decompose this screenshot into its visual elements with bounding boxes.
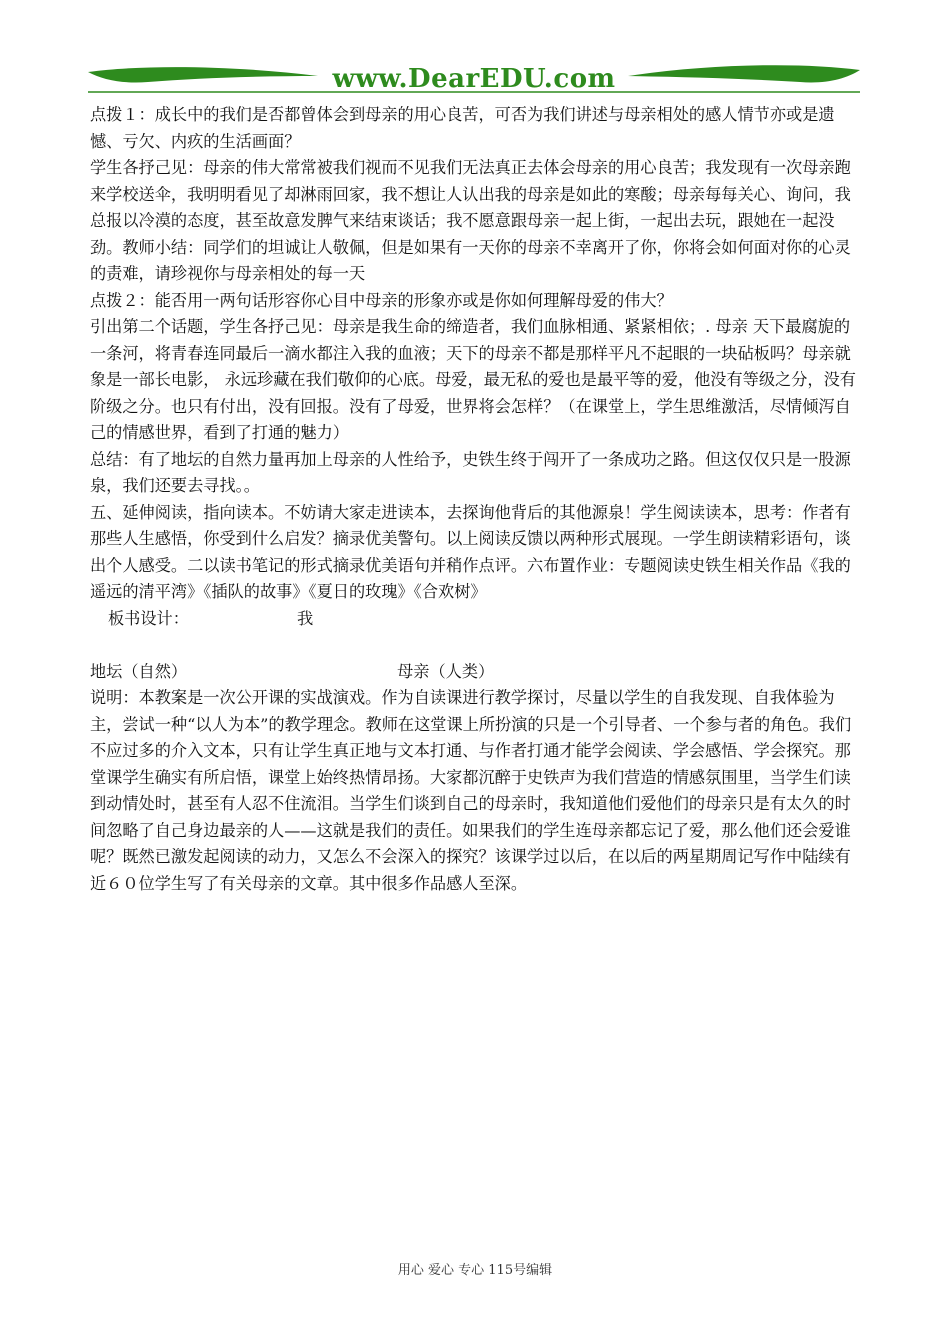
paragraph-student-views-1: 学生各抒己见：母亲的伟大常常被我们视而不见我们无法真正去体会母亲的用心良苦；我发现有一次母亲跑来学校送伞，我明明看见了却淋雨回家，我不想让人认出我的母亲是如此的寒酸；母亲每每关心、询问，我总报以冷漠的态度，甚至故意发脾气来结束谈话；我不愿意跟母亲一起上街，一起出去玩，跟她在一起没劲。教师小结：同学们的坦诚让人敬佩，但是如果有一天你的母亲不幸离开了你，你将会如何面对你的心灵的责难，请珍视你与母亲相处的每一天 (90, 158, 851, 283)
blank-line (90, 632, 865, 659)
site-logo-text: www.DearEDU.com (332, 64, 616, 94)
paragraph-extended-reading: 五、延伸阅读，指向读本。不妨请大家走进读本，去探询他背后的其他源泉！学生阅读读本，思考：作者有那些人生感悟，你受到什么启发？摘录优美警句。以上阅读反馈以两种形式展现。一学生朗读精彩语句，谈出个人感受。二以读书笔记的形式摘录优美语句并稍作点评。六布置作业：专题阅读史铁生相关作品《我的遥远的清平湾》《插队的故事》《夏日的玫瑰》《合欢树》 (90, 502, 851, 601)
paragraph-hint-1: 点拨１：成长中的我们是否都曾体会到母亲的用心良苦，可否为我们讲述与母亲相处的感人情节亦或是遗憾、亏欠、内疚的生活画面？ (90, 105, 835, 151)
paragraph-student-views-2: 引出第二个话题，学生各抒己见：母亲是我生命的缔造者，我们血脉相通、紧紧相依；. 母亲 天下最腐旎的一条河，将青春连同最后一滴水都注入我的血液；天下的母亲不都是那样平凡不起眼的一块砧板吗？母亲就象是一部长电影， 永远珍藏在我们敬仰的心底。母爱，最无私的爱也是最平等的爱，他没有等级之分，没有阶级之分。也只有付出，没有回报。没有了母爱，世界将会怎样？（在课堂上，学生思维激活，尽情倾泻自己的情感世界，看到了打通的魅力） (90, 317, 856, 442)
paragraph-hint-2: 点拨２：能否用一两句话形容你心目中母亲的形象亦或是你如何理解母爱的伟大？ (90, 290, 673, 310)
paragraph-summary: 总结：有了地坛的自然力量再加上母亲的人性给予，史铁生终于闯开了一条成功之路。但这仅仅只是一股源泉，我们还要去寻找。。 (90, 449, 851, 495)
document-body (90, 102, 865, 897)
paragraph-explanation: 说明：本教案是一次公开课的实战演戏。作为自读课进行教学探讨，尽量以学生的自我发现、自我体验为主，尝试一种“以人为本”的教学理念。教师在这堂课上所扮演的只是一个引导者、一个参与者的角色。我们不应过多的介入文本，只有让学生真正地与文本打通、与作者打通才能学会阅读、学会感悟、学会探究。那堂课学生确实有所启悟，课堂上始终热情昂扬。大家都沉醉于史铁声为我们营造的情感氛围里，当学生们读到动情处时，甚至有人忍不住流泪。当学生们谈到自己的母亲时，我知道他们爱他们的母亲只是有太久的时间忽略了自己身边最亲的人——这就是我们的责任。如果我们的学生连母亲都忘记了爱，那么他们还会爱谁呢？既然已激发起阅读的动力，又怎么不会深入的探究？该课学过以后，在以后的两星期周记写作中陆续有近６０位学生写了有关母亲的文章。其中很多作品感人至深。 (90, 688, 852, 893)
board-left-text: 地坛（自然） (90, 661, 188, 681)
board-right-text: 母亲（人类） (397, 661, 495, 681)
board-center-text: 我 (296, 608, 314, 628)
board-design-label: 板书设计： (108, 608, 189, 628)
board-design-row (90, 659, 865, 686)
board-design-title (90, 606, 865, 633)
site-header-banner (88, 62, 860, 96)
page-footer: 用心 爱心 专心 115号编辑 (397, 1263, 553, 1278)
